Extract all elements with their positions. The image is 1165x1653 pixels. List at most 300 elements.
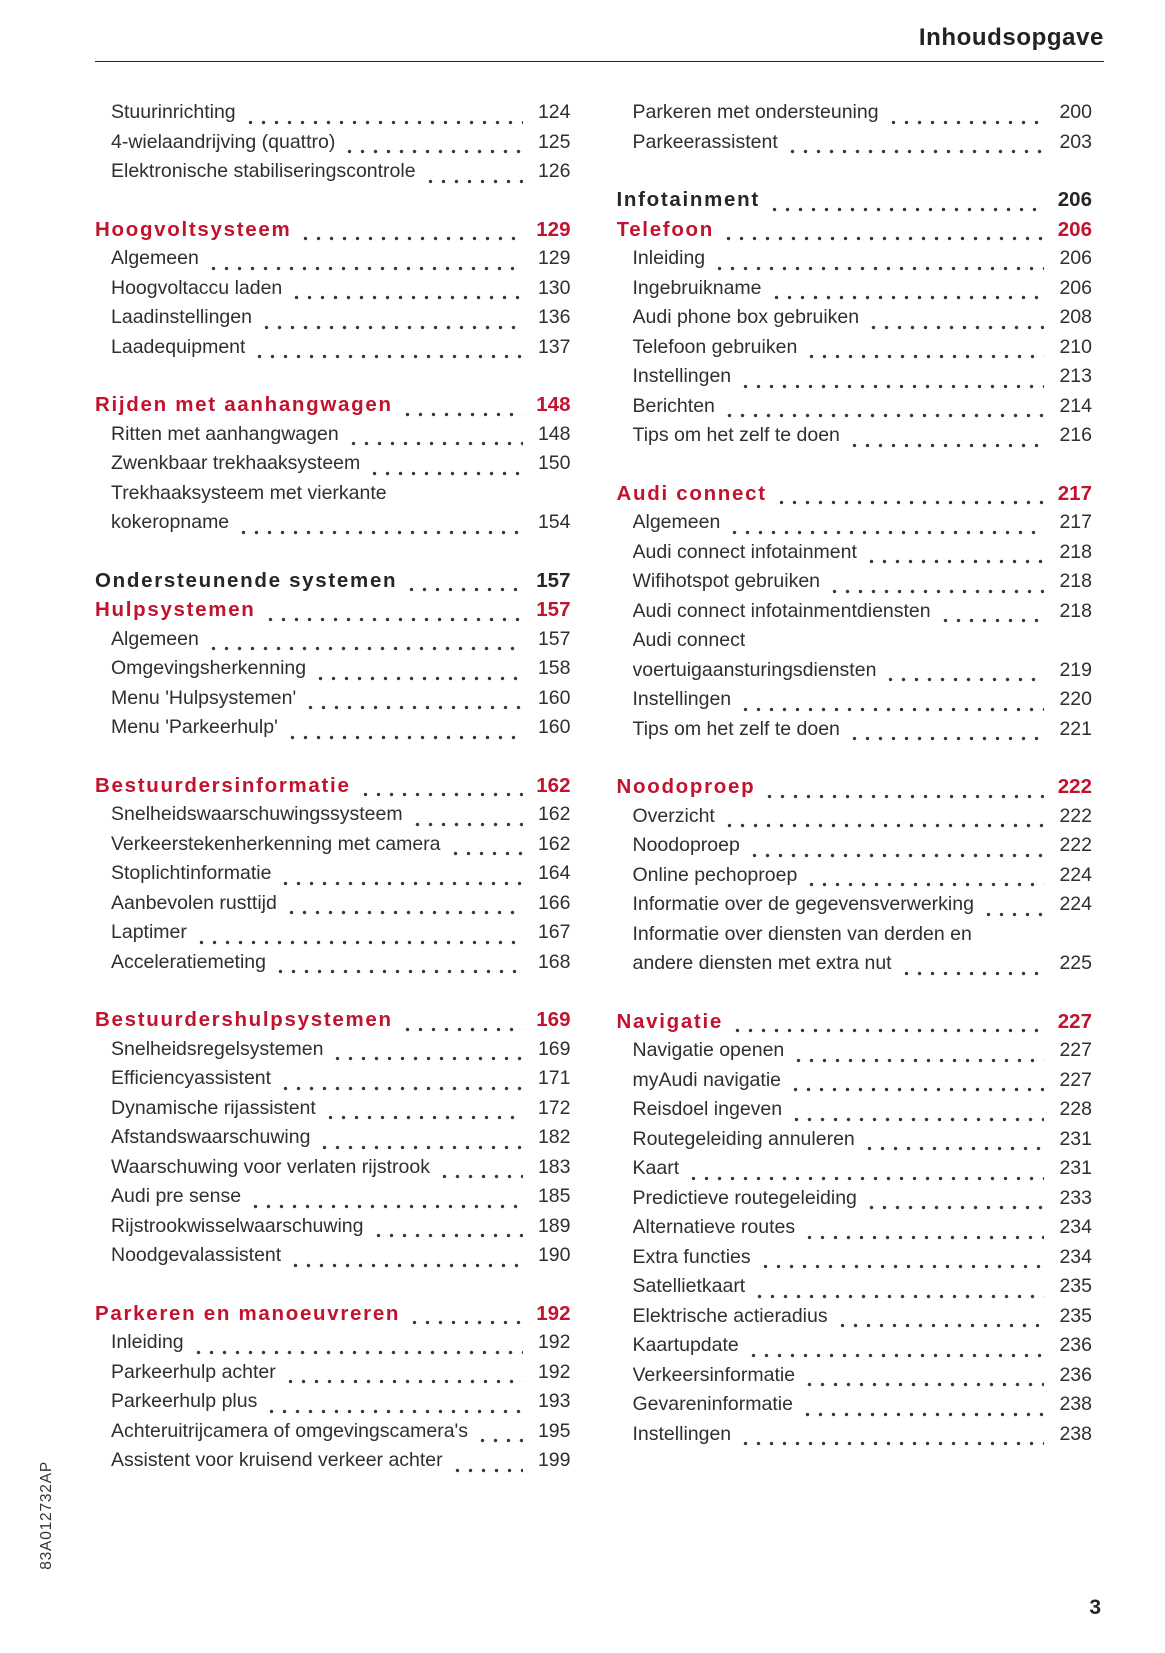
toc-entry (95, 800, 571, 830)
toc-entry-label: Parkeerassistent (632, 130, 778, 153)
toc-entry-label: Parkeerhulp plus (111, 1390, 258, 1412)
dot-leader (347, 439, 523, 448)
toc-section-group (95, 566, 571, 743)
toc-entry-label: Efficiencyassistent (111, 1067, 272, 1089)
toc-entry (617, 1213, 1093, 1243)
dot-leader (286, 733, 523, 742)
dot-leader (359, 790, 523, 799)
toc-entry (95, 303, 571, 333)
dot-leader (848, 441, 1044, 450)
toc-entry (95, 1064, 571, 1094)
toc-entry-page: 154 (537, 511, 571, 533)
toc-entry-label: Snelheidsregelsystemen (111, 1037, 324, 1060)
toc-entry (617, 831, 1093, 861)
toc-entry-label: Bestuurdershulpsystemen (95, 1008, 393, 1031)
toc-entry (617, 567, 1093, 597)
toc-section-group (95, 390, 571, 538)
toc-entry (95, 625, 571, 655)
toc-entry-label: Routegeleiding annuleren (632, 1127, 855, 1150)
toc-entry-page: 218 (1059, 540, 1092, 563)
toc-entry (617, 244, 1093, 274)
toc-entry-page: 192 (536, 1301, 571, 1325)
dot-leader (253, 352, 522, 361)
toc-entry (617, 1420, 1093, 1450)
toc-entry-label: Zwenkbaar trekhaaksysteem (111, 452, 361, 474)
toc-entry-page: 210 (1059, 335, 1092, 358)
toc-entry-label: Informatie over diensten van derden en (632, 922, 972, 945)
toc-entry-label: Rijden met aanhangwagen (95, 393, 393, 416)
toc-entry-label: Berichten (632, 394, 715, 417)
toc-entry-label: Hulpsystemen (95, 598, 256, 621)
dot-leader (828, 587, 1044, 596)
dot-leader (687, 1174, 1044, 1183)
toc-entry (95, 1328, 571, 1358)
toc-section-group (617, 479, 1093, 745)
toc-entry (95, 1446, 571, 1476)
dot-leader (770, 293, 1045, 302)
toc-entry-page: 218 (1059, 599, 1092, 622)
toc-entry-page: 189 (537, 1214, 571, 1237)
toc-entry-label: Gevareninformatie (632, 1393, 793, 1415)
toc-entry-label: voertuigaansturingsdiensten (632, 658, 877, 681)
toc-entry (95, 1241, 571, 1271)
dot-leader (451, 1466, 523, 1475)
toc-entry-page: 233 (1059, 1186, 1092, 1209)
toc-entry-page: 130 (537, 276, 571, 299)
toc-section-group (617, 98, 1093, 157)
toc-entry (617, 1361, 1093, 1391)
dot-leader (801, 1410, 1044, 1419)
toc-entry-page: 235 (1059, 1304, 1092, 1327)
toc-entry (95, 1035, 571, 1065)
dot-leader (304, 703, 522, 712)
toc-entry (617, 1184, 1093, 1214)
toc-entry-page: 185 (537, 1185, 571, 1207)
toc-entry-page: 222 (1059, 804, 1092, 827)
dot-leader (723, 411, 1044, 420)
toc-entry (95, 918, 571, 948)
toc-entry (95, 1182, 571, 1212)
toc-entry (95, 1417, 571, 1447)
toc-entry-label: Ondersteunende systemen (95, 568, 398, 592)
toc-entry-label: Noodoproep (632, 834, 740, 856)
toc-entry-page: 234 (1059, 1216, 1092, 1238)
toc-section-group (95, 215, 571, 363)
toc-entry (617, 508, 1093, 538)
dot-leader (982, 910, 1044, 919)
toc-entry-label: Satellietkaart (632, 1275, 746, 1297)
toc-entry-label: Menu 'Parkeerhulp' (111, 716, 278, 738)
toc-entry-page: 235 (1059, 1275, 1092, 1297)
toc-entry-label: Hoogvoltsysteem (95, 217, 292, 241)
toc-entry-label: kokeropname (111, 511, 230, 533)
toc-entry-page: 126 (537, 160, 571, 182)
dot-leader (803, 1233, 1044, 1242)
toc-entry-label: Algemeen (111, 627, 199, 650)
dot-leader (786, 147, 1044, 156)
toc-chapter-heading (617, 479, 1093, 509)
toc-entry-label: Tips om het zelf te doen (632, 717, 840, 740)
toc-entry-page: 206 (1057, 188, 1092, 211)
toc-entry-label: Acceleratiemeting (111, 950, 266, 973)
toc-entry-label: Elektronische stabiliseringscontrole (111, 160, 416, 182)
dot-leader (279, 1084, 522, 1093)
toc-chapter-heading (95, 595, 571, 625)
toc-entry-label: Omgevingsherkenning (111, 657, 307, 679)
toc-entry-page: 227 (1059, 1068, 1092, 1091)
toc-entry-page: 218 (1059, 570, 1092, 592)
dot-leader (249, 1202, 522, 1211)
dot-leader (289, 1261, 522, 1270)
toc-entry (617, 128, 1093, 158)
toc-section-group (95, 771, 571, 978)
toc-entry-page: 227 (1059, 1039, 1092, 1061)
toc-entry-page: 199 (537, 1449, 571, 1471)
toc-entry (95, 948, 571, 978)
toc-entry-label: Audi connect (616, 481, 767, 505)
toc-entry-label: Stuurinrichting (111, 101, 236, 123)
toc-entry-page: 200 (1059, 101, 1092, 123)
toc-entry (617, 1302, 1093, 1332)
toc-entry-label: Instellingen (632, 688, 732, 710)
toc-entry-page: 206 (1059, 247, 1092, 269)
dot-leader (731, 1026, 1044, 1035)
dot-leader (805, 352, 1044, 361)
toc-entry-label: Dynamische rijassistent (111, 1096, 316, 1119)
toc-chapter-heading (617, 215, 1093, 245)
dot-leader (887, 118, 1044, 127)
toc-section-group (617, 772, 1093, 979)
toc-entry (617, 1036, 1093, 1066)
toc-entry (617, 597, 1093, 627)
toc-entry-page: 203 (1059, 130, 1092, 153)
dot-leader (790, 1115, 1044, 1124)
toc-part-heading (617, 185, 1093, 215)
toc-entry-page: 171 (537, 1067, 571, 1089)
toc-entry-label: Rijstrookwisselwaarschuwing (111, 1214, 364, 1237)
dot-leader (405, 585, 522, 594)
toc-entry-page: 236 (1059, 1334, 1092, 1356)
dot-leader (803, 1380, 1044, 1389)
toc-entry-label: Parkeerhulp achter (111, 1360, 276, 1383)
toc-entry-label: Telefoon gebruiken (632, 335, 798, 358)
toc-entry-page: 169 (536, 1008, 571, 1031)
toc-entry-label: Laadequipment (111, 335, 246, 358)
toc-entry-page: 167 (537, 921, 571, 943)
toc-entry-label: Menu 'Hulpsystemen' (111, 686, 297, 709)
dot-leader (408, 1318, 522, 1327)
dot-leader (265, 1407, 522, 1416)
toc-entry-label: Verkeersinformatie (632, 1363, 796, 1386)
toc-entry-page: 162 (537, 803, 571, 825)
toc-entry-wrap-line (617, 626, 1093, 656)
toc-entry (95, 449, 571, 479)
toc-entry-label: Assistent voor kruisend verkeer achter (111, 1449, 443, 1471)
toc-entry-label: Audi phone box gebruiken (632, 306, 860, 328)
toc-entry-label: Noodoproep (616, 775, 756, 798)
dot-leader (848, 734, 1044, 743)
toc-entry-label: Bestuurdersinformatie (95, 773, 351, 797)
toc-entry-label: Ingebruikname (632, 276, 762, 299)
toc-entry-page: 183 (537, 1155, 571, 1178)
dot-leader (792, 1056, 1044, 1065)
dot-leader (836, 1321, 1044, 1330)
toc-entry-label: andere diensten met extra nut (632, 952, 892, 974)
toc-entry (617, 1331, 1093, 1361)
toc-entry-label: Telefoon (616, 217, 714, 241)
toc-entry-label: Achteruitrijcamera of omgevingscamera's (111, 1419, 469, 1442)
toc-entry-label: Instellingen (632, 1422, 732, 1445)
toc-entry-label: Afstandswaarschuwing (111, 1126, 311, 1148)
toc-entry-page: 168 (537, 950, 571, 973)
toc-entry-label: Verkeerstekenherkenning met camera (111, 832, 441, 855)
dot-leader (207, 644, 523, 653)
toc-entry-page: 182 (537, 1126, 571, 1148)
toc-entry-page: 231 (1059, 1127, 1092, 1150)
toc-entry (95, 1387, 571, 1417)
toc-entry-label: Audi connect infotainmentdiensten (632, 599, 931, 622)
toc-entry-label: Stoplichtinformatie (111, 862, 272, 884)
toc-entry-page: 221 (1059, 717, 1092, 740)
toc-entry-page: 238 (1059, 1422, 1092, 1445)
toc-entry (617, 1154, 1093, 1184)
toc-entry-page: 192 (537, 1360, 571, 1383)
dot-leader (237, 528, 522, 537)
dot-leader (867, 323, 1044, 332)
toc-entry-label: Online pechoproep (632, 863, 798, 886)
toc-entry (617, 715, 1093, 745)
dot-leader (748, 851, 1044, 860)
toc-entry-page: 238 (1059, 1393, 1092, 1415)
toc-entry-label: Tips om het zelf te doen (632, 424, 840, 446)
dot-leader (279, 879, 522, 888)
toc-entry-page: 222 (1059, 834, 1092, 856)
toc-entry-label: Inleiding (632, 247, 706, 269)
toc-entry-label: Parkeren en manoeuvreren (95, 1301, 401, 1325)
toc-entry (617, 98, 1093, 128)
toc-entry (95, 1123, 571, 1153)
toc-entry-label: 4-wielaandrijving (quattro) (111, 130, 336, 153)
toc-entry-page: 166 (537, 891, 571, 914)
toc-entry (95, 859, 571, 889)
toc-entry-label: Parkeren met ondersteuning (632, 101, 879, 123)
toc-entry-page: 136 (537, 306, 571, 328)
toc-entry-page: 195 (537, 1419, 571, 1442)
toc-entry-page: 169 (537, 1037, 571, 1060)
toc-entry-page: 231 (1059, 1157, 1092, 1179)
toc-entry-page: 157 (536, 598, 571, 621)
toc-entry (617, 656, 1093, 686)
toc-entry-label: Waarschuwing voor verlaten rijstrook (111, 1155, 430, 1178)
footer-page-number: 3 (1089, 1596, 1101, 1619)
dot-leader (318, 1143, 522, 1152)
toc-entry-page: 162 (536, 773, 571, 797)
toc-entry-page: 137 (537, 335, 571, 358)
toc-entry-label: Inleiding (111, 1331, 184, 1353)
toc-entry-label: Extra functies (632, 1245, 751, 1268)
toc-chapter-heading (95, 1299, 571, 1329)
toc-entry (617, 1272, 1093, 1302)
toc-entry-label: Ritten met aanhangwagen (111, 422, 339, 445)
dot-leader (285, 908, 523, 917)
toc-entry-page: 150 (537, 452, 571, 474)
dot-leader (264, 615, 523, 624)
toc-entry (617, 362, 1093, 392)
toc-entry-label: Infotainment (616, 188, 760, 211)
dot-leader (401, 410, 523, 419)
toc-entry (617, 333, 1093, 363)
toc-entry (617, 392, 1093, 422)
toc-entry-label: myAudi navigatie (632, 1068, 781, 1091)
dot-leader (368, 469, 522, 478)
toc-entry (95, 1358, 571, 1388)
dot-leader (768, 205, 1044, 214)
toc-entry (617, 802, 1093, 832)
toc-part-heading (95, 566, 571, 596)
toc-entry (617, 890, 1093, 920)
toc-chapter-heading (617, 1007, 1093, 1037)
toc-entry-label: Hoogvoltaccu laden (111, 276, 283, 299)
toc-entry-page: 216 (1059, 424, 1092, 446)
dot-leader (476, 1436, 522, 1445)
dot-leader (865, 557, 1044, 566)
dot-leader (314, 674, 522, 683)
toc-entry-page: 160 (537, 716, 571, 738)
toc-entry (95, 654, 571, 684)
dot-leader (739, 1439, 1044, 1448)
toc-entry-page: 193 (537, 1390, 571, 1412)
toc-entry (617, 949, 1093, 979)
toc-entry-page: 162 (537, 832, 571, 855)
toc-entry (617, 274, 1093, 304)
toc-chapter-heading (617, 772, 1093, 802)
toc-entry-page: 224 (1059, 893, 1092, 915)
dot-leader (324, 1113, 523, 1122)
toc-entry (617, 421, 1093, 451)
toc-entry (95, 420, 571, 450)
dot-leader (939, 616, 1044, 625)
toc-entry (617, 303, 1093, 333)
dot-leader (739, 705, 1044, 714)
dot-leader (900, 969, 1044, 978)
dot-leader (753, 1292, 1044, 1301)
toc-entry-label: Laadinstellingen (111, 306, 252, 328)
toc-entry-label: Instellingen (632, 365, 732, 387)
toc-entry-page: 148 (537, 422, 571, 445)
toc-column (617, 98, 1093, 1449)
toc-entry-page: 158 (537, 657, 571, 679)
dot-leader (728, 528, 1044, 537)
toc-entry-page: 225 (1059, 952, 1092, 974)
dot-leader (713, 264, 1044, 273)
toc-entry-page: 234 (1059, 1245, 1092, 1268)
toc-chapter-heading (95, 771, 571, 801)
toc-entry-label: Informatie over de gegevensverwerking (632, 893, 974, 915)
toc-entry-label: Aanbevolen rusttijd (111, 891, 277, 914)
toc-entry-page: 217 (1059, 511, 1092, 533)
dot-leader (274, 967, 523, 976)
toc-section-group (95, 98, 571, 187)
dot-leader (401, 1025, 523, 1034)
dot-leader (244, 118, 523, 127)
dot-leader (343, 147, 522, 156)
toc-entry-label: Snelheidswaarschuwingssysteem (111, 803, 403, 825)
dot-leader (865, 1203, 1044, 1212)
toc-column (95, 98, 571, 1476)
toc-entry (617, 538, 1093, 568)
toc-entry (617, 1095, 1093, 1125)
toc-entry-label: Algemeen (632, 511, 721, 533)
toc-entry-wrap-line (95, 479, 571, 509)
dot-leader (192, 1348, 523, 1357)
toc-entry (617, 861, 1093, 891)
toc-entry-page: 157 (536, 568, 571, 592)
dot-leader (207, 264, 523, 273)
dot-leader (195, 938, 523, 947)
toc-entry (95, 1212, 571, 1242)
toc-entry-page: 228 (1059, 1098, 1092, 1120)
header-rule (95, 61, 1104, 62)
toc-entry-page: 160 (537, 686, 571, 709)
toc-entry-page: 219 (1059, 658, 1092, 681)
toc-section-group (95, 1005, 571, 1271)
toc-entry-page: 190 (537, 1244, 571, 1266)
toc-entry-label: Noodgevalassistent (111, 1244, 282, 1266)
toc-entry (95, 684, 571, 714)
toc-entry (617, 685, 1093, 715)
toc-entry-label: Audi connect (632, 629, 746, 651)
dot-leader (260, 323, 523, 332)
dot-leader (290, 293, 522, 302)
toc-entry-page: 220 (1059, 688, 1092, 710)
dot-leader (747, 1351, 1044, 1360)
toc-entry-page: 206 (1057, 217, 1092, 241)
toc-entry (95, 244, 571, 274)
toc-entry-page: 172 (537, 1096, 571, 1119)
dot-leader (805, 880, 1044, 889)
dot-leader (331, 1054, 522, 1063)
toc-entry-label: Navigatie openen (632, 1039, 785, 1061)
toc-columns (95, 98, 1092, 1476)
toc-entry-page: 129 (536, 217, 571, 241)
toc-entry-label: Predictieve routegeleiding (632, 1186, 857, 1209)
toc-entry-page: 157 (537, 627, 571, 650)
toc-entry-page: 124 (537, 101, 571, 123)
dot-leader (449, 849, 523, 858)
toc-entry-page: 227 (1057, 1009, 1092, 1033)
toc-entry (617, 1243, 1093, 1273)
toc-entry (617, 1390, 1093, 1420)
toc-entry-page: 129 (537, 247, 571, 269)
toc-entry-page: 217 (1057, 481, 1092, 505)
toc-entry-wrap-line (617, 920, 1093, 950)
toc-entry-label: Kaart (632, 1157, 680, 1179)
page-title: Inhoudsopgave (918, 24, 1104, 51)
toc-entry-page: 192 (537, 1331, 571, 1353)
toc-entry-label: Alternatieve routes (632, 1216, 796, 1238)
toc-section-group (617, 1007, 1093, 1450)
dot-leader (424, 177, 523, 186)
toc-entry-label: Laptimer (111, 921, 187, 943)
toc-entry-page: 214 (1059, 394, 1092, 417)
toc-entry-label: Wifihotspot gebruiken (632, 570, 821, 592)
dot-leader (723, 821, 1044, 830)
toc-entry (617, 1066, 1093, 1096)
toc-entry-label: Reisdoel ingeven (632, 1098, 783, 1120)
toc-entry-label: Audi connect infotainment (632, 540, 857, 563)
dot-leader (759, 1262, 1044, 1271)
dot-leader (722, 234, 1044, 243)
